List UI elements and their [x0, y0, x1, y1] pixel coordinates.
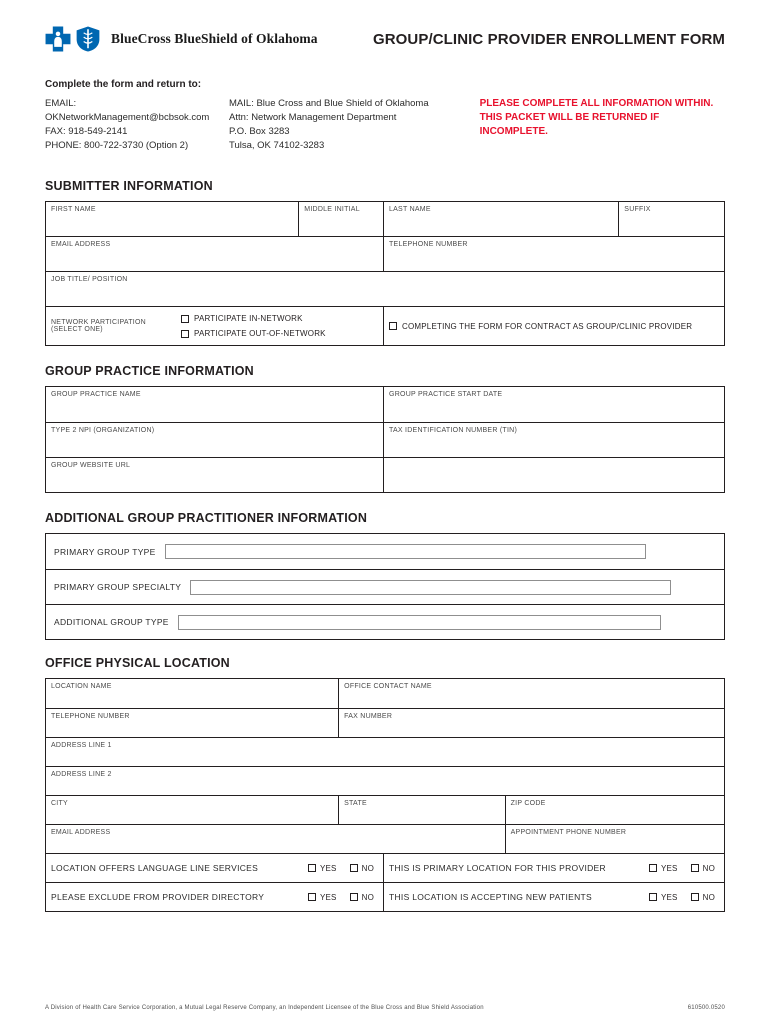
- contact-email-line: EMAIL: OKNetworkManagement@bcbsok.com: [45, 98, 210, 123]
- section-heading-additional-group: ADDITIONAL GROUP PRACTITIONER INFORMATION: [45, 511, 368, 525]
- type2-npi-field[interactable]: [46, 423, 383, 457]
- exclude-directory-field: [46, 883, 383, 911]
- last-name-field[interactable]: [383, 202, 618, 236]
- exclude-directory-yes-no: [308, 893, 374, 902]
- participate-out-of-network-label: PARTICIPATE OUT-OF-NETWORK: [194, 329, 326, 338]
- language-line-yes-checkbox[interactable]: [308, 864, 316, 872]
- network-participation-label: NETWORK PARTICIPATION (SELECT ONE): [51, 319, 146, 333]
- warning-line-1: PLEASE COMPLETE ALL INFORMATION WITHIN.: [479, 98, 714, 109]
- language-line-no-checkbox[interactable]: [350, 864, 358, 872]
- mail-line-3: P.O. Box 3283: [229, 126, 290, 137]
- contact-fax-line: FAX: 918-549-2141: [45, 126, 128, 137]
- contract-option[interactable]: [389, 322, 692, 331]
- primary-location-yes-no: [649, 864, 715, 873]
- yes-label: YES: [319, 863, 337, 873]
- bcbs-shield-icon: [75, 26, 101, 52]
- accepting-patients-yes-no: [649, 893, 715, 902]
- mail-line-4: Tulsa, OK 74102-3283: [229, 140, 325, 151]
- group-practice-start-date-field[interactable]: [383, 387, 724, 422]
- accepting-patients-no-checkbox[interactable]: [691, 893, 699, 901]
- tin-label: TAX IDENTIFICATION NUMBER (TIN): [389, 427, 518, 434]
- participate-in-network-checkbox[interactable]: [181, 315, 189, 323]
- contact-phone-line: PHONE: 800-722-3730 (Option 2): [45, 140, 189, 151]
- language-line-label: LOCATION OFFERS LANGUAGE LINE SERVICES: [51, 863, 259, 873]
- group-practice-start-date-label: GROUP PRACTICE START DATE: [389, 391, 503, 398]
- office-telephone-field[interactable]: [46, 709, 338, 737]
- section-heading-group-practice: GROUP PRACTICE INFORMATION: [45, 364, 254, 378]
- submitter-email-field[interactable]: [46, 237, 383, 271]
- section-heading-office-location: OFFICE PHYSICAL LOCATION: [45, 656, 230, 670]
- participate-out-of-network-option[interactable]: [181, 329, 326, 338]
- office-fax-label: FAX NUMBER: [344, 713, 393, 720]
- no-label: NO: [702, 863, 715, 873]
- warning-line-2: THIS PACKET WILL BE RETURNED IF INCOMPLETE.: [479, 112, 660, 137]
- brand-name: BlueCross BlueShield of Oklahoma: [111, 31, 318, 46]
- empty-cell: [383, 458, 724, 492]
- accepting-patients-field: [383, 883, 724, 911]
- accepting-patients-label: THIS LOCATION IS ACCEPTING NEW PATIENTS: [389, 892, 592, 902]
- page-footer: [45, 1005, 725, 1011]
- appointment-phone-label: APPOINTMENT PHONE NUMBER: [510, 829, 627, 836]
- no-label: NO: [361, 863, 374, 873]
- contract-label: COMPLETING THE FORM FOR CONTRACT AS GROUP/CLINIC PROVIDER: [402, 321, 693, 331]
- additional-group-box: [45, 533, 725, 640]
- group-practice-table: [45, 386, 725, 493]
- exclude-directory-no-checkbox[interactable]: [350, 893, 358, 901]
- form-number: 610500.0520: [687, 1005, 725, 1011]
- mailing-address: [229, 97, 435, 153]
- participate-in-network-label: PARTICIPATE IN-NETWORK: [194, 314, 303, 323]
- footer-disclaimer: A Division of Health Care Service Corporation, a Mutual Legal Reserve Company, an Independent Licensee of the Blue Cross and Blue Shield Association: [45, 1005, 484, 1011]
- city-field[interactable]: [46, 796, 338, 824]
- primary-location-yes-checkbox[interactable]: [649, 864, 657, 872]
- brand-logo: [45, 26, 318, 52]
- zip-code-field[interactable]: [505, 796, 724, 824]
- office-contact-name-field[interactable]: [338, 679, 724, 708]
- office-fax-field[interactable]: [338, 709, 724, 737]
- incomplete-warning: [480, 97, 725, 153]
- primary-group-specialty-row: [46, 569, 724, 604]
- contract-checkbox[interactable]: [389, 322, 397, 330]
- yes-label: YES: [660, 863, 678, 873]
- logo-icons: [45, 26, 101, 52]
- suffix-field[interactable]: [618, 202, 724, 236]
- return-instructions: [45, 79, 725, 153]
- network-participation-options: [181, 314, 326, 338]
- submitter-email-label: EMAIL ADDRESS: [51, 241, 111, 248]
- yes-label: YES: [319, 892, 337, 902]
- location-name-field[interactable]: [46, 679, 338, 708]
- primary-location-field: [383, 854, 724, 882]
- accepting-patients-yes-checkbox[interactable]: [649, 893, 657, 901]
- middle-initial-label: MIDDLE INITIAL: [304, 206, 360, 213]
- city-label: CITY: [51, 800, 68, 807]
- language-line-yes-no: [308, 864, 374, 873]
- section-heading-submitter: SUBMITTER INFORMATION: [45, 179, 213, 193]
- submitter-table: [45, 201, 725, 346]
- first-name-label: FIRST NAME: [51, 206, 96, 213]
- group-practice-name-field[interactable]: [46, 387, 383, 422]
- bcbs-cross-icon: [45, 26, 71, 52]
- additional-group-type-label: ADDITIONAL GROUP TYPE: [54, 617, 169, 627]
- address-line-2-field[interactable]: [46, 767, 724, 795]
- appointment-phone-field[interactable]: [505, 825, 724, 853]
- group-practice-name-label: GROUP PRACTICE NAME: [51, 391, 141, 398]
- additional-group-type-row: [46, 604, 724, 639]
- primary-group-specialty-label: PRIMARY GROUP SPECIALTY: [54, 582, 182, 592]
- yes-label: YES: [660, 892, 678, 902]
- form-title: GROUP/CLINIC PROVIDER ENROLLMENT FORM: [372, 31, 725, 48]
- office-location-table: [45, 678, 725, 912]
- primary-group-type-row: [46, 534, 724, 569]
- contact-methods: [45, 97, 229, 153]
- tin-field[interactable]: [383, 423, 724, 457]
- state-label: STATE: [344, 800, 367, 807]
- address-line-1-label: ADDRESS LINE 1: [51, 742, 112, 749]
- primary-group-specialty-input[interactable]: [190, 580, 671, 595]
- type2-npi-label: TYPE 2 NPI (ORGANIZATION): [51, 427, 155, 434]
- exclude-directory-yes-checkbox[interactable]: [308, 893, 316, 901]
- group-website-url-field[interactable]: [46, 458, 383, 492]
- no-label: NO: [702, 892, 715, 902]
- exclude-directory-label: PLEASE EXCLUDE FROM PROVIDER DIRECTORY: [51, 892, 265, 902]
- no-label: NO: [361, 892, 374, 902]
- submitter-telephone-label: TELEPHONE NUMBER: [389, 241, 468, 248]
- primary-location-no-checkbox[interactable]: [691, 864, 699, 872]
- participate-in-network-option[interactable]: [181, 314, 326, 323]
- primary-location-label: THIS IS PRIMARY LOCATION FOR THIS PROVIDER: [389, 863, 606, 873]
- page-header: [45, 26, 725, 52]
- primary-group-type-label: PRIMARY GROUP TYPE: [54, 546, 156, 557]
- office-contact-name-label: OFFICE CONTACT NAME: [344, 683, 432, 690]
- language-line-field: [46, 854, 383, 882]
- group-website-url-label: GROUP WEBSITE URL: [51, 462, 131, 469]
- job-title-field[interactable]: [46, 272, 724, 306]
- submitter-telephone-field[interactable]: [383, 237, 724, 271]
- office-email-label: EMAIL ADDRESS: [51, 829, 111, 836]
- address-line-2-label: ADDRESS LINE 2: [51, 771, 112, 778]
- zip-code-label: ZIP CODE: [510, 800, 546, 807]
- job-title-label: JOB TITLE/ POSITION: [51, 276, 128, 283]
- mail-line-2: Attn: Network Management Department: [229, 112, 397, 123]
- first-name-field[interactable]: [46, 202, 298, 236]
- mail-line-1: MAIL: Blue Cross and Blue Shield of Oklahoma: [229, 98, 429, 109]
- contract-option-field: [383, 307, 724, 345]
- office-telephone-label: TELEPHONE NUMBER: [51, 713, 130, 720]
- state-field[interactable]: [338, 796, 505, 824]
- return-heading: Complete the form and return to:: [45, 79, 202, 90]
- suffix-label: SUFFIX: [624, 206, 651, 213]
- middle-initial-field[interactable]: [298, 202, 383, 236]
- address-line-1-field[interactable]: [46, 738, 724, 766]
- additional-group-type-input[interactable]: [178, 615, 661, 630]
- primary-group-type-input[interactable]: [165, 544, 646, 559]
- location-name-label: LOCATION NAME: [51, 683, 112, 690]
- office-email-field[interactable]: [46, 825, 505, 853]
- last-name-label: LAST NAME: [389, 206, 431, 213]
- network-participation-field: [46, 307, 383, 345]
- participate-out-of-network-checkbox[interactable]: [181, 330, 189, 338]
